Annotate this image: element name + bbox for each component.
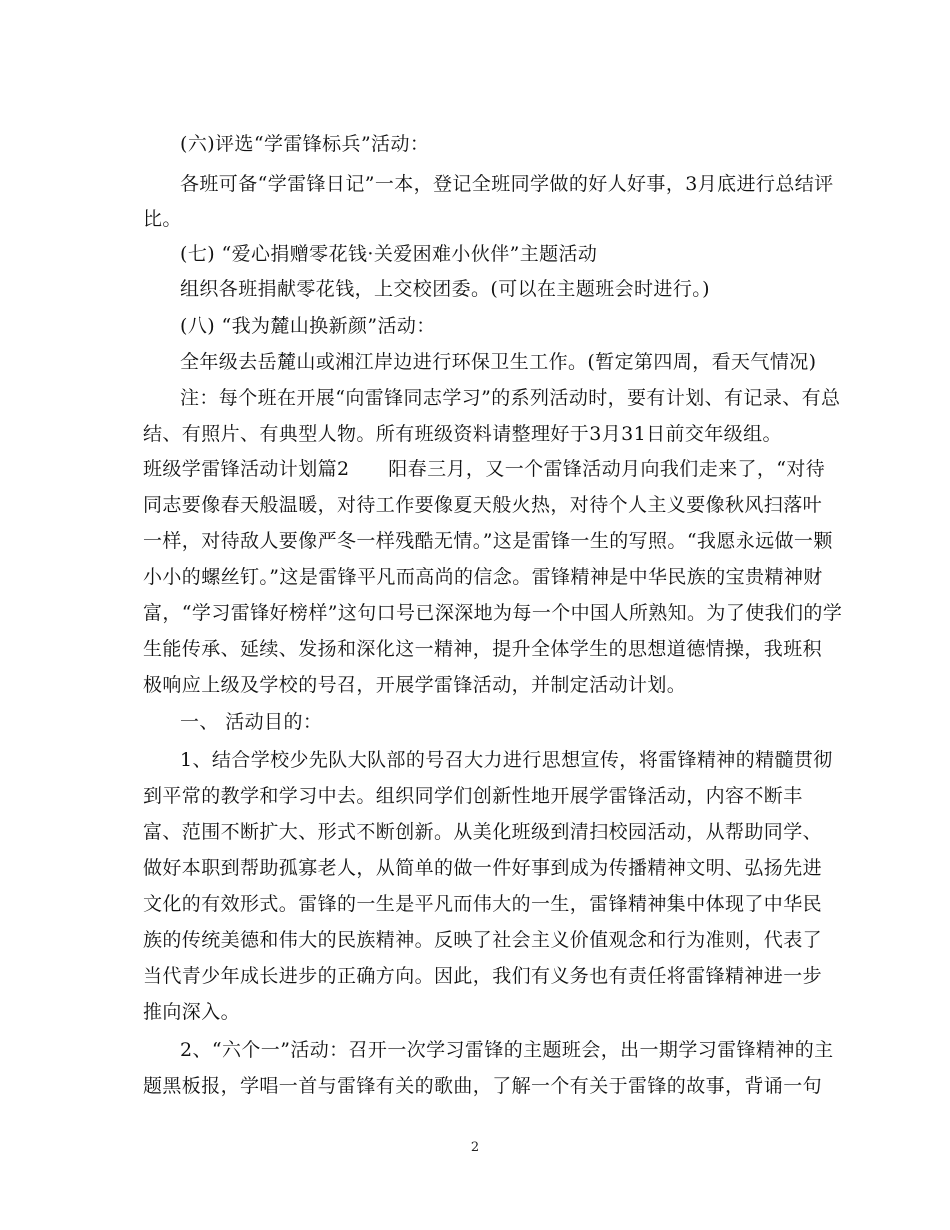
text-line: 族的传统美德和伟大的民族精神。反映了社会主义价值观念和行为准则，代表了 [143,929,823,951]
text-line: 各班可备“学雷锋日记”一本，登记全班同学做的好人好事，3月底进行总结评 [180,173,834,195]
text-line: 全年级去岳麓山或湘江岸边进行环保卫生工作。(暂定第四周，看天气情况) [180,351,817,373]
text-line: (八) “我为麓山换新颜”活动： [180,315,436,337]
text-line: 当代青少年成长进步的正确方向。因此，我们有义务也有责任将雷锋精神进一步 [143,965,823,987]
text-line: 生能传承、延续、发扬和深化这一精神，提升全体学生的思想道德情操，我班积 [143,638,823,660]
text-line: 题黑板报，学唱一首与雷锋有关的歌曲，了解一个有关于雷锋的故事，背诵一句 [143,1075,823,1097]
text-line: 做好本职到帮助孤寡老人，从简单的做一件好事到成为传播精神文明、弘扬先进 [143,857,823,879]
text-line: 到平常的教学和学习中去。组织同学们创新性地开展学雷锋活动，内容不断丰 [143,785,803,807]
text-line: 注：每个班在开展“向雷锋同志学习”的系列活动时，要有计划、有记录、有总 [180,387,841,409]
text-line: (六)评选“学雷锋标兵”活动： [180,133,430,155]
page-number: 2 [470,1140,480,1155]
text-line: 富，“学习雷锋好榜样”这句口号已深深地为每一个中国人所熟知。为了使我们的学 [143,602,843,624]
text-line: 一样，对待敌人要像严冬一样残酷无情。”这是雷锋一生的写照。“我愿永远做一颗 [143,530,833,552]
text-line: 同志要像春天般温暖，对待工作要像夏天般火热，对待个人主义要像秋风扫落叶 [143,494,823,516]
text-line: 班级学雷锋活动计划篇2 阳春三月，又一个雷锋活动月向我们走来了，“对待 [143,458,826,480]
text-line: 比。 [143,208,182,230]
text-line: 2、“六个一”活动：召开一次学习雷锋的主题班会，出一期学习雷锋精神的主 [180,1039,834,1061]
text-line: 极响应上级及学校的号召，开展学雷锋活动，并制定活动计划。 [143,674,687,696]
text-line: (七) “爱心捐赠零花钱·关爱困难小伙伴”主题活动 [180,243,598,265]
text-line: 文化的有效形式。雷锋的一生是平凡而伟大的一生，雷锋精神集中体现了中华民 [143,893,823,915]
text-line: 推向深入。 [143,1001,241,1023]
text-line: 组织各班捐献零花钱，上交校团委。(可以在主题班会时进行。) [180,278,710,300]
text-line: 结、有照片、有典型人物。所有班级资料请整理好于3月31日前交年级组。 [143,423,782,445]
text-line: 1、结合学校少先队大队部的号召大力进行思想宣传，将雷锋精神的精髓贯彻 [180,749,833,771]
section-heading: 一、 活动目的： [180,711,323,733]
text-line: 小小的螺丝钉。”这是雷锋平凡而高尚的信念。雷锋精神是中华民族的宝贵精神财 [143,566,823,588]
text-line: 富、范围不断扩大、形式不断创新。从美化班级到清扫校园活动，从帮助同学、 [143,821,823,843]
